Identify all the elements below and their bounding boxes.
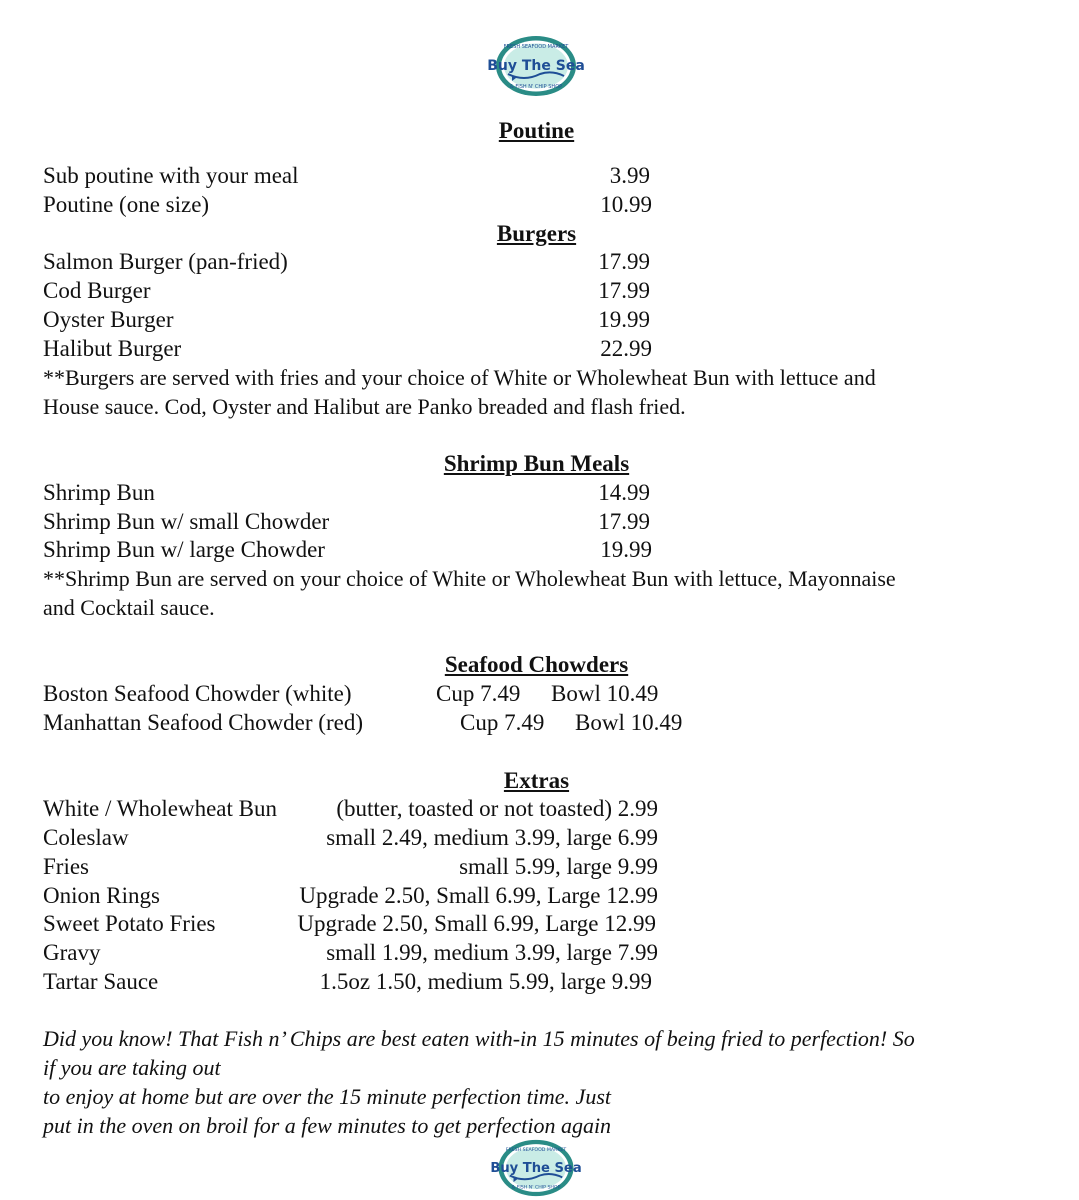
item-name: Cod Burger (43, 278, 151, 303)
logo-brand-name: Buy The Sea (490, 1160, 582, 1176)
chowder-bowl-price: Bowl 10.49 (551, 681, 659, 706)
tip-text: put in the oven on broil for a few minutes to get perfection again (43, 1113, 612, 1138)
logo-fish-icon (490, 1138, 582, 1198)
item-price: 17.99 (598, 249, 650, 274)
item-price: 19.99 (598, 307, 650, 332)
item-price: small 1.99, medium 3.99, large 7.99 (326, 940, 658, 965)
logo-fish-icon (487, 34, 585, 98)
item-price: Upgrade 2.50, Small 6.99, Large 12.99 (299, 883, 658, 908)
item-name: Shrimp Bun w/ small Chowder (43, 509, 330, 534)
item-name: Oyster Burger (43, 307, 174, 332)
item-name: Onion Rings (43, 883, 160, 908)
logo-brand-bottom: & FISH N' CHIP SHOP (511, 1185, 561, 1191)
burgers-note: **Burgers are served with fries and your choice of White or Wholewheat Bun with lettuce and (43, 365, 876, 390)
item-name: Shrimp Bun w/ large Chowder (43, 537, 325, 562)
item-name: Halibut Burger (43, 336, 182, 361)
item-name: Salmon Burger (pan-fried) (43, 249, 288, 274)
item-name: Shrimp Bun (43, 480, 155, 505)
heading-shrimp-bun-meals: Shrimp Bun Meals (443, 451, 630, 476)
item-name: Fries (43, 854, 89, 879)
item-price: small 5.99, large 9.99 (459, 854, 658, 879)
logo-brand-name: Buy The Sea (487, 58, 585, 74)
item-price: 3.99 (609, 163, 650, 188)
shrimp-note: and Cocktail sauce. (43, 595, 215, 620)
item-price: 17.99 (598, 509, 650, 534)
item-price: 14.99 (598, 480, 650, 505)
chowder-bowl-price: Bowl 10.49 (575, 710, 683, 735)
item-price: 10.99 (600, 192, 652, 217)
logo-top (487, 34, 585, 98)
item-name: Sweet Potato Fries (43, 911, 216, 936)
burgers-note: House sauce. Cod, Oyster and Halibut are Panko breaded and flash fried. (43, 394, 686, 419)
item-price: Upgrade 2.50, Small 6.99, Large 12.99 (297, 911, 656, 936)
tip-text: if you are taking out (43, 1055, 221, 1080)
heading-seafood-chowders: Seafood Chowders (444, 652, 629, 677)
item-name: Tartar Sauce (43, 969, 159, 994)
item-price: 22.99 (600, 336, 652, 361)
chowder-cup-price: Cup 7.49 (436, 681, 521, 706)
item-price: 19.99 (600, 537, 652, 562)
item-name: Gravy (43, 940, 101, 965)
tip-text: Did you know! That Fish n’ Chips are best eaten with-in 15 minutes of being fried to perfection! So (43, 1026, 915, 1051)
item-price: (butter, toasted or not toasted) 2.99 (336, 796, 658, 821)
item-price: 1.5oz 1.50, medium 5.99, large 9.99 (319, 969, 652, 994)
item-name: Boston Seafood Chowder (white) (43, 681, 352, 706)
item-name: Sub poutine with your meal (43, 163, 299, 188)
logo-brand-top: FRESH SEAFOOD MARKET (503, 44, 569, 50)
logo-bottom (490, 1138, 582, 1198)
item-name: White / Wholewheat Bun (43, 796, 277, 821)
item-name: Manhattan Seafood Chowder (red) (43, 710, 363, 735)
shrimp-note: **Shrimp Bun are served on your choice of White or Wholewheat Bun with lettuce, Mayonnaise (43, 566, 896, 591)
tip-text: to enjoy at home but are over the 15 minute perfection time. Just (43, 1084, 611, 1109)
item-name: Coleslaw (43, 825, 129, 850)
item-price: 17.99 (598, 278, 650, 303)
item-name: Poutine (one size) (43, 192, 210, 217)
chowder-cup-price: Cup 7.49 (460, 710, 545, 735)
logo-brand-top: FRESH SEAFOOD MARKET (505, 1148, 567, 1154)
heading-poutine: Poutine (498, 118, 575, 143)
logo-brand-bottom: & FISH N' CHIP SHOP (509, 84, 563, 90)
heading-extras: Extras (503, 768, 570, 793)
heading-burgers: Burgers (496, 221, 577, 246)
item-price: small 2.49, medium 3.99, large 6.99 (326, 825, 658, 850)
